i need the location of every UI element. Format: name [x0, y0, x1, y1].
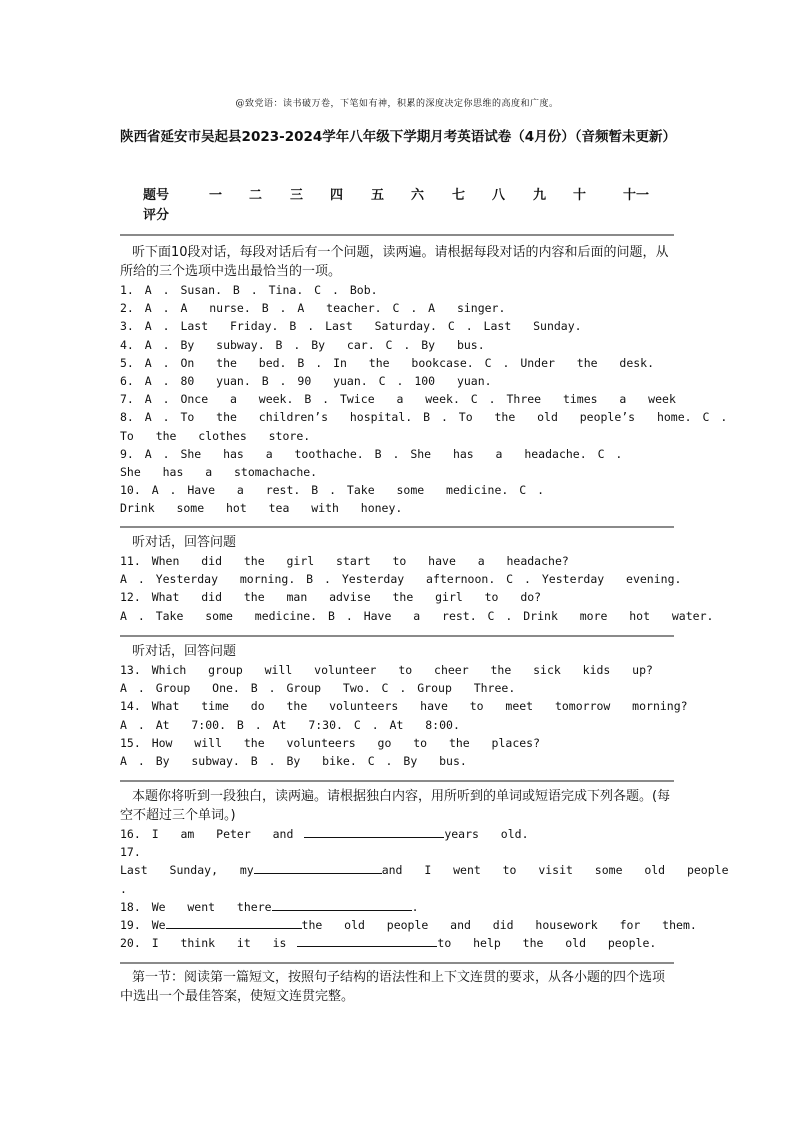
question-line: 3. A . Last Friday. B . Last Saturday. C . Last Sunday. — [120, 319, 582, 334]
score-col-2: 二 — [249, 188, 263, 203]
question-line: 7. A . Once a week. B . Twice a week. C . Three times a week — [120, 392, 676, 407]
question-20: 20. I think it is to help the old people. — [120, 936, 657, 951]
question-list — [120, 552, 714, 625]
answer-blank-16[interactable] — [304, 825, 444, 838]
question-line: 10. A . Have a rest. B . Take some medicine. C . — [120, 483, 545, 498]
question-16: 16. I am Peter and years old. — [120, 827, 529, 841]
score-col-5: 五 — [371, 188, 385, 203]
question-line: Drink some hot tea with honey. — [120, 501, 403, 516]
score-col-11: 十一 — [623, 188, 650, 203]
question-line: 9. A . She has a toothache. B . She has a headache. C . — [120, 446, 623, 461]
question-line: A . By subway. B . By bike. C . By bus. — [120, 754, 467, 769]
question-17-end: . — [120, 881, 127, 896]
score-table-number-label: 题号 — [143, 188, 170, 203]
question-line: To the clothes store. — [120, 428, 311, 443]
score-col-10: 十 — [573, 188, 587, 203]
score-col-9: 九 — [533, 188, 547, 203]
section-divider — [120, 234, 674, 236]
section-reading — [120, 968, 674, 1006]
score-table-score-label: 评分 — [143, 208, 170, 223]
section-instructions: 听下面10段对话，每段对话后有一个问题，读两遍。请根据每段对话的内容和后面的问题，从所给的三个选项中选出最恰当的一项。 — [120, 245, 669, 279]
answer-blank-17[interactable] — [254, 861, 382, 874]
question-17: Last Sunday, my and I went to visit some old people — [120, 863, 729, 878]
score-col-7: 七 — [452, 188, 466, 203]
question-line: A . Group One. B . Group Two. C . Group Three. — [120, 681, 516, 696]
question-line: A . At 7:00. B . At 7:30. C . At 8:00. — [120, 717, 460, 732]
question-line: 1. A . Susan. B . Tina. C . Bob. — [120, 283, 378, 297]
question-line: 8. A . To the children’s hospital. B . To the old people’s home. C . — [120, 410, 728, 425]
score-col-4: 四 — [330, 188, 344, 203]
section-instructions: 本题你将听到一段独白，读两遍。请根据独白内容，用所听到的单词或短语完成下列各题。(每空不超过三个单词。) — [120, 789, 671, 823]
answer-blank-18[interactable] — [272, 898, 412, 911]
question-list — [120, 661, 688, 770]
section-divider — [120, 526, 674, 528]
section-instructions: 听对话，回答问题 — [132, 644, 237, 659]
section-listening-dialogues — [120, 243, 728, 518]
score-col-1: 一 — [209, 188, 223, 203]
question-19: 19. We the old people and did housework for them. — [120, 918, 697, 933]
question-line: 5. A . On the bed. B . In the bookcase. C . Under the desk. — [120, 355, 655, 370]
score-col-3: 三 — [290, 188, 304, 203]
question-list — [120, 281, 728, 518]
question-line: 15. How will the volunteers go to the places? — [120, 735, 541, 750]
question-line: A . Yesterday morning. B . Yesterday afternoon. C . Yesterday evening. — [120, 572, 682, 587]
section-listening-dialogue-3 — [120, 642, 688, 770]
question-line: 11. When did the girl start to have a headache? — [120, 554, 569, 568]
section-listening-dialogue-2 — [120, 533, 714, 625]
question-line: 12. What did the man advise the girl to do? — [120, 590, 542, 605]
question-line: 13. Which group will volunteer to cheer the sick kids up? — [120, 663, 653, 677]
score-col-8: 八 — [492, 188, 506, 203]
score-col-6: 六 — [411, 188, 425, 203]
section-monologue-fill — [120, 787, 729, 952]
section-instructions: 听对话，回答问题 — [132, 535, 237, 550]
question-line: 14. What time do the volunteers have to meet tomorrow morning? — [120, 699, 688, 714]
question-17-number: 17. — [120, 845, 141, 860]
section-divider — [120, 780, 674, 782]
section-instructions: 第一节：阅读第一篇短文，按照句子结构的语法性和上下文连贯的要求，从各小题的四个选项中选出一个最佳答案，使短文连贯完整。 — [120, 970, 666, 1004]
page-title: 陕西省延安市吴起县2023-2024学年八年级下学期月考英语试卷（4月份）（音频暂未更新） — [120, 129, 676, 145]
question-line: 4. A . By subway. B . By car. C . By bus. — [120, 337, 485, 352]
question-line: 2. A . A nurse. B . A teacher. C . A singer. — [120, 301, 506, 316]
answer-blank-20[interactable] — [297, 934, 437, 947]
question-line: A . Take some medicine. B . Have a rest. C . Drink more hot water. — [120, 608, 714, 623]
answer-blank-19[interactable] — [166, 916, 302, 929]
section-divider — [120, 962, 674, 964]
section-divider — [120, 635, 674, 637]
question-line: 6. A . 80 yuan. B . 90 yuan. C . 100 yuan. — [120, 374, 492, 389]
question-line: She has a stomachache. — [120, 465, 318, 480]
motto-text: @致党语：读书破万卷，下笔如有神，积累的深度决定你思维的高度和广度。 — [235, 99, 559, 109]
question-18: 18. We went there . — [120, 899, 419, 914]
